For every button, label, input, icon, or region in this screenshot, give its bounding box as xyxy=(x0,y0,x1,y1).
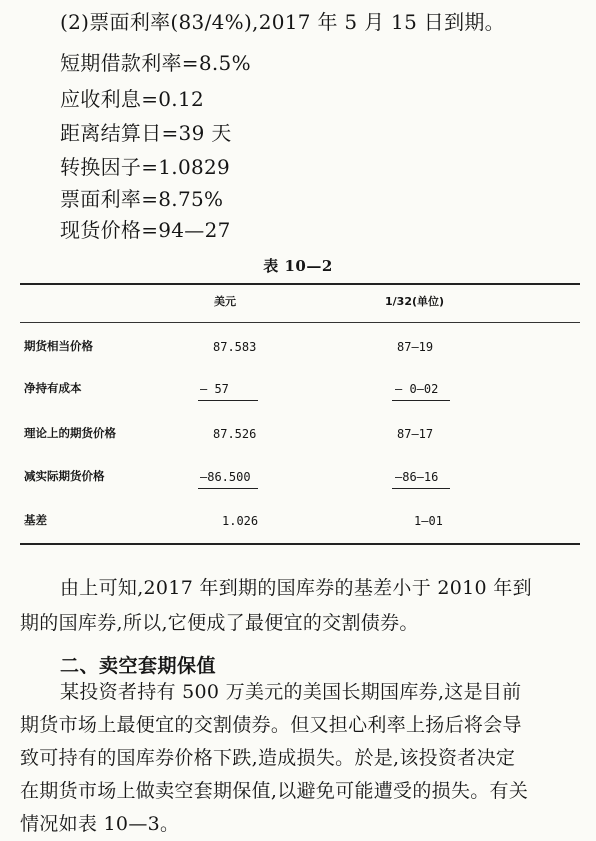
paragraph-line: 某投资者持有 500 万美元的美国长期国库券,这是目前 xyxy=(60,681,522,703)
list-item-conversion-factor: 转换因子=1.0829 xyxy=(60,155,231,179)
table-header-rule xyxy=(20,322,580,323)
list-item-short-term-rate: 短期借款利率=8.5% xyxy=(60,51,251,75)
table-cell-usd: 1.026 xyxy=(222,514,259,528)
table-cell-unit32: — 0—02 xyxy=(395,382,439,396)
table-row-label: 基差 xyxy=(24,513,47,527)
table-cell-unit32: 1—01 xyxy=(414,514,443,528)
section-heading: 二、卖空套期保值 xyxy=(60,655,217,677)
table-cell-unit32: 87—19 xyxy=(397,340,434,354)
list-item-days-to-settlement: 距离结算日=39 天 xyxy=(60,121,232,145)
table-cell-unit32: 87—17 xyxy=(397,427,434,441)
table-cell-unit32: —86—16 xyxy=(395,470,439,484)
paragraph-line: 期的国库券,所以,它便成了最便宜的交割债券。 xyxy=(20,612,419,634)
unit32-underline xyxy=(392,400,450,401)
paragraph-line: 情况如表 10—3。 xyxy=(20,813,180,835)
table-bottom-rule xyxy=(20,543,580,545)
table-cell-usd: 87.526 xyxy=(213,427,257,441)
list-item-coupon-maturity: (2)票面利率(83/4%),2017 年 5 月 15 日到期。 xyxy=(60,10,505,34)
table-cell-usd: 87.583 xyxy=(213,340,257,354)
table-top-rule xyxy=(20,283,580,285)
table-cell-usd: — 57 xyxy=(200,382,229,396)
paragraph-line: 致可持有的国库券价格下跌,造成损失。於是,该投资者决定 xyxy=(20,747,516,769)
unit32-underline xyxy=(392,488,450,489)
usd-underline xyxy=(198,488,258,489)
table-title: 表 10—2 xyxy=(263,257,333,275)
list-item-coupon-rate: 票面利率=8.75% xyxy=(60,187,224,211)
list-item-spot-price: 现货价格=94—27 xyxy=(60,218,231,242)
table-cell-usd: —86.500 xyxy=(200,470,251,484)
paragraph-line: 由上可知,2017 年到期的国库券的基差小于 2010 年到 xyxy=(60,577,532,599)
table-row-label: 期货相当价格 xyxy=(24,339,93,353)
table-header-usd: 美元 xyxy=(214,295,236,308)
table-row-label: 理论上的期货价格 xyxy=(24,426,116,440)
list-item-accrued-interest: 应收利息=0.12 xyxy=(60,87,204,111)
usd-underline xyxy=(198,400,258,401)
paragraph-line: 期货市场上最便宜的交割债券。但又担心利率上扬后将会导 xyxy=(20,714,522,736)
table-header-unit32: 1/32(单位) xyxy=(385,295,445,308)
table-row-label: 减实际期货价格 xyxy=(24,469,105,483)
table-row-label: 净持有成本 xyxy=(24,381,82,395)
paragraph-line: 在期货市场上做卖空套期保值,以避免可能遭受的损失。有关 xyxy=(20,780,529,802)
